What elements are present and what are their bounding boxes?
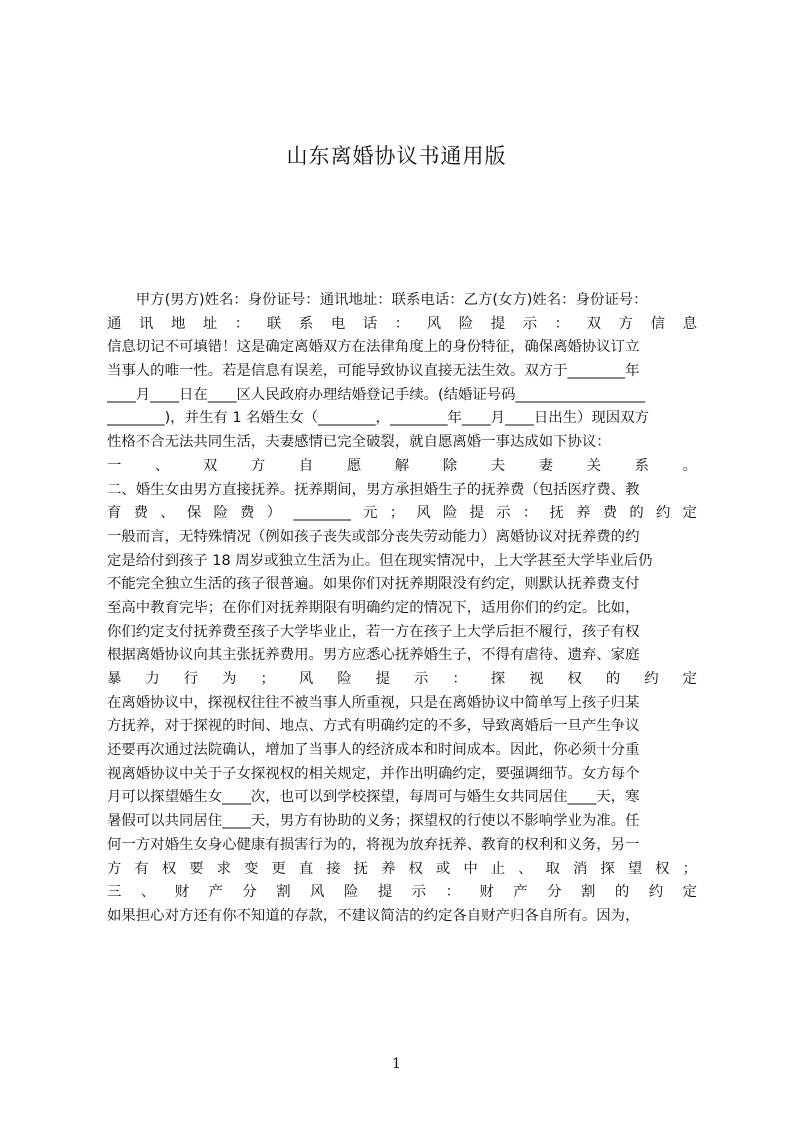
body-line: 月可以探望婚生女____次，也可以到学校探望，每周可与婚生女共同居住____天，寒 [107,789,640,806]
body-line: 根据离婚协议向其主张抚养费用。男方应悉心抚养婚生子，不得有虐待、遗弃、家庭 [107,647,640,664]
body-line: 甲方(男方)姓名：身份证号：通讯地址：联系电话：乙方(女方)姓名：身份证号： [107,292,648,308]
body-line: 不能完全独立生活的孩子很普遍。如果你们对抚养期限没有约定，则默认抚养费支付 [107,576,640,593]
body-line: 至高中教育完毕；在你们对抚养期限有明确约定的情况下，适用你们的约定。比如， [107,599,640,616]
body-line: 信息切记不可填错！这是确定离婚双方在法律角度上的身份特征，确保离婚协议订立 [107,339,640,356]
document-body [107,289,697,929]
body-line: 在离婚协议中，探视权往往不被当事人所重视，只是在离婚协议中简单写上孩子归某 [107,694,640,711]
body-line: 如果担心对方还有你不知道的存款，不建议简洁的约定各自财产归各自所有。因为， [107,907,640,924]
body-line: 你们约定支付抚养费至孩子大学毕业止，若一方在孩子上大学后拒不履行，孩子有权 [107,623,640,640]
body-line: 视离婚协议中关于子女探视权的相关规定，并作出明确约定，要强调细节。女方每个 [107,765,640,782]
body-line: 定是给付到孩子 18 周岁或独立生活为止。但在现实情况中，上大学甚至大学毕业后仍 [107,552,653,569]
body-line: 何一方对婚生女身心健康有损害行为的，将视为放弃抚养、教育的权利和义务，另一 [107,836,640,853]
body-line: 方抚养，对于探视的时间、地点、方式有明确约定的不多，导致离婚后一旦产生争议 [107,718,640,735]
body-line: 还要再次通过法院确认，增加了当事人的经济成本和时间成本。因此，你必须十分重 [107,742,640,759]
body-line: 二、婚生女由男方直接抚养。抚养期间，男方承担婚生子的抚养费（包括医疗费、教 [107,481,640,498]
body-line: 一般而言，无特殊情况（例如孩子丧失或部分丧失劳动能力）离婚协议对抚养费的约 [107,528,640,545]
body-line: 方有权要求变更直接抚养权或中止、取消探望权； [107,860,697,877]
body-line: ________)，并生有 1 名婚生女（________，________年____月____日出生）现因双方 [107,410,649,427]
body-line: 暴力行为；风险提示：探视权的约定 [107,671,697,687]
body-line: ____月____日在____区人民政府办理结婚登记手续。(结婚证号码__________________ [107,386,646,403]
body-line: 性格不合无法共同生活，夫妻感情已完全破裂，就自愿离婚一事达成如下协议： [107,434,611,451]
body-line: 通讯地址：联系电话：风险提示：双方信息 [107,315,697,332]
body-line: 育费、保险费）________元；风险提示：抚养费的约定 [107,505,697,522]
body-line: 当事人的唯一性。若是信息有误差，可能导致协议直接无法生效。双方于________年 [107,363,640,380]
body-line: 三、财产分割风险提示：财产分割的约定 [107,884,697,901]
body-line: 暑假可以共同居住____天，男方有协助的义务；探望权的行使以不影响学业为准。任 [107,813,640,830]
page-number: 1 [392,1056,401,1072]
document-title: 山东离婚协议书通用版 [286,144,507,168]
body-line: 一、双方自愿解除夫妻关系。 [107,457,697,474]
